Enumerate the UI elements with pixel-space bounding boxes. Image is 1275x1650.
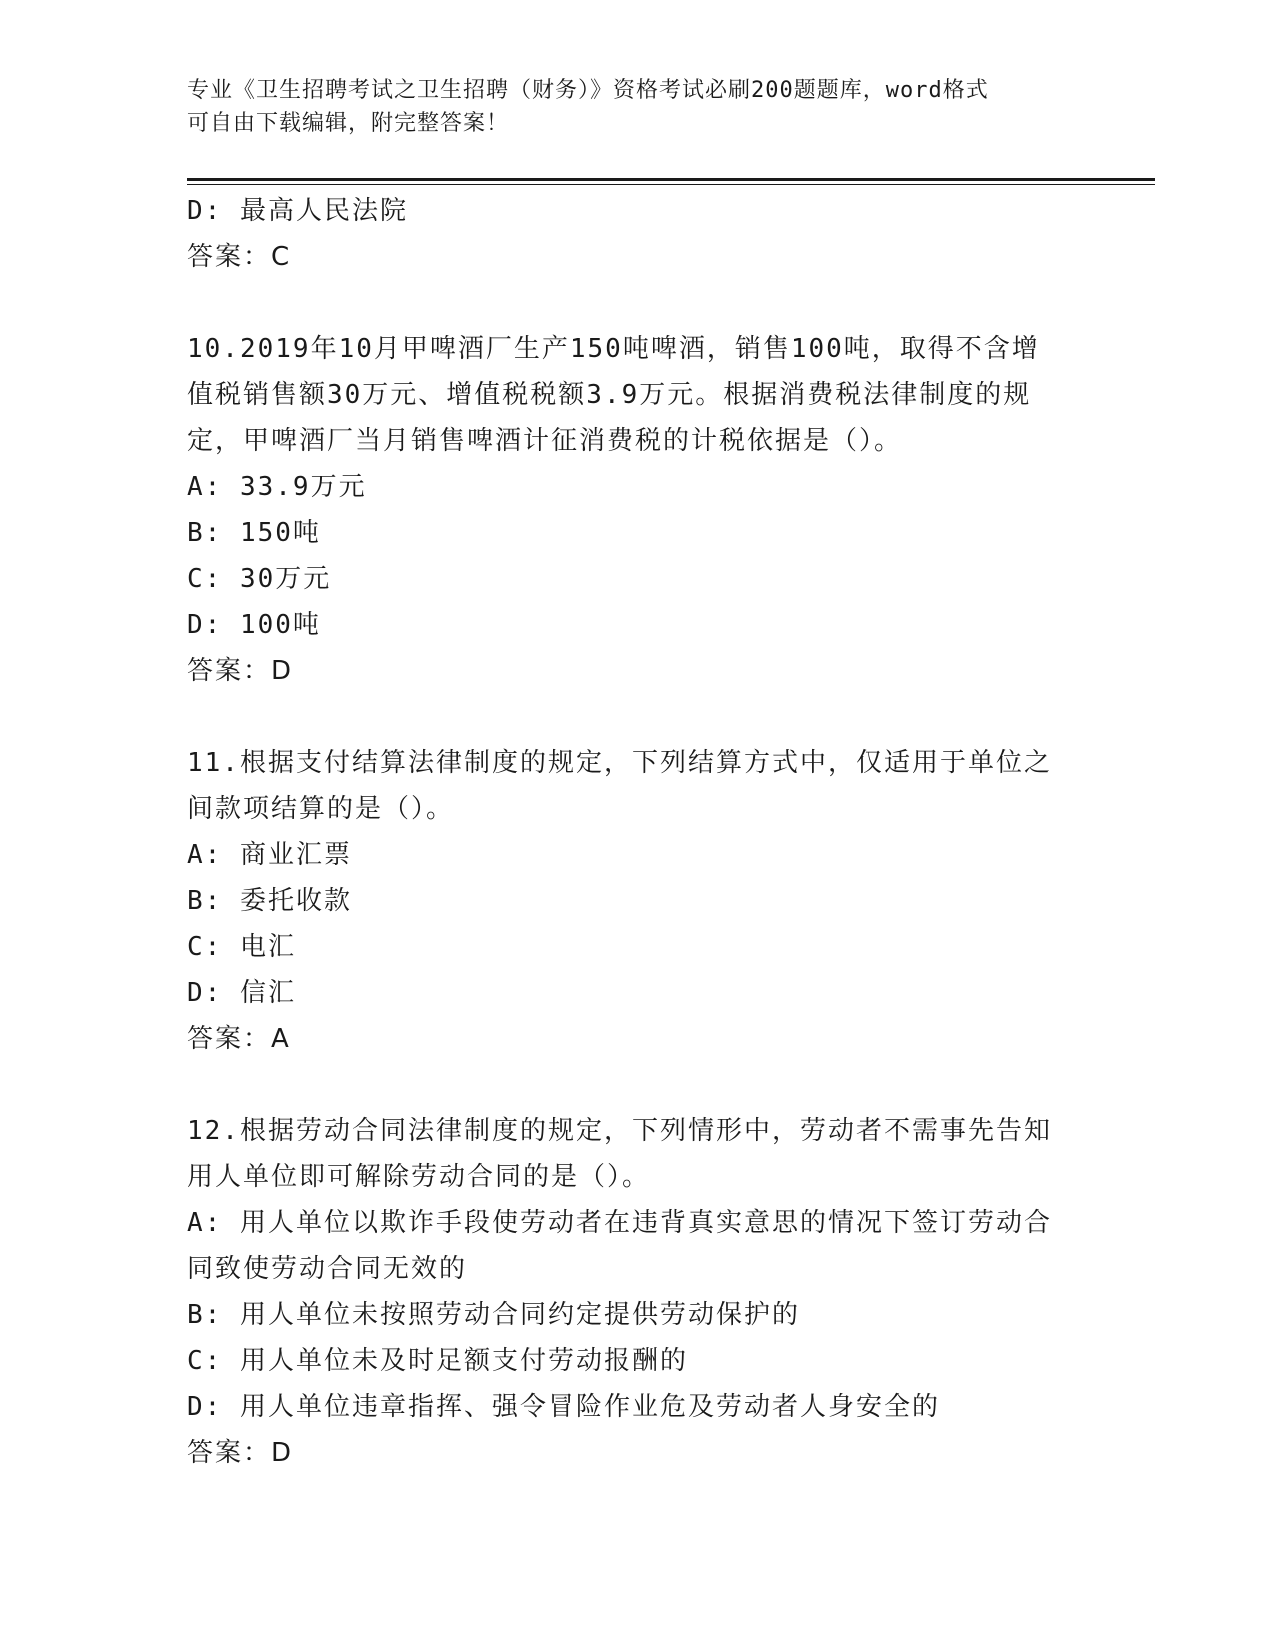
answer: 答案：D	[187, 1438, 294, 1468]
spacer	[187, 1062, 1087, 1108]
document-header	[187, 74, 1087, 140]
option-c: C: 用人单位未及时足额支付劳动报酬的	[187, 1346, 688, 1376]
option-d: D: 100吨	[187, 610, 321, 640]
header-divider-thick	[187, 178, 1155, 181]
question-stem-line: 定，甲啤酒厂当月销售啤酒计征消费税的计税依据是（）。	[187, 426, 903, 456]
question-12	[187, 1108, 1087, 1476]
option-d: D: 最高人民法院	[187, 196, 408, 226]
question-stem-line: 12.根据劳动合同法律制度的规定，下列情形中，劳动者不需事先告知	[187, 1116, 1052, 1146]
option-c: C: 电汇	[187, 932, 296, 962]
question-stem-line: 11.根据支付结算法律制度的规定，下列结算方式中，仅适用于单位之	[187, 748, 1052, 778]
question-stem-line: 10.2019年10月甲啤酒厂生产150吨啤酒，销售100吨，取得不含增	[187, 334, 1040, 364]
option-d: D: 用人单位违章指挥、强令冒险作业危及劳动者人身安全的	[187, 1392, 940, 1422]
option-a: A: 商业汇票	[187, 840, 352, 870]
question-stem-line: 用人单位即可解除劳动合同的是（）。	[187, 1162, 651, 1192]
question-stem-line: 值税销售额30万元、增值税税额3.9万元。根据消费税法律制度的规	[187, 380, 1032, 410]
option-c: C: 30万元	[187, 564, 332, 594]
header-line-1: 专业《卫生招聘考试之卫生招聘（财务）》资格考试必刷200题题库，word格式	[187, 78, 989, 103]
option-b: B: 委托收款	[187, 886, 352, 916]
answer: 答案：C	[187, 242, 292, 272]
spacer	[187, 280, 1087, 326]
option-a: A: 33.9万元	[187, 472, 367, 502]
question-11	[187, 740, 1087, 1062]
question-9-tail	[187, 188, 1087, 280]
spacer	[187, 694, 1087, 740]
answer: 答案：A	[187, 1024, 291, 1054]
option-b: B: 150吨	[187, 518, 321, 548]
option-d: D: 信汇	[187, 978, 296, 1008]
option-b: B: 用人单位未按照劳动合同约定提供劳动保护的	[187, 1300, 800, 1330]
answer: 答案：D	[187, 656, 294, 686]
question-10	[187, 326, 1087, 694]
header-divider-thin	[187, 184, 1155, 185]
option-a: A: 用人单位以欺诈手段使劳动者在违背真实意思的情况下签订劳动合	[187, 1208, 1052, 1238]
header-line-2: 可自由下载编辑，附完整答案！	[187, 111, 510, 136]
question-stem-line: 间款项结算的是（）。	[187, 794, 455, 824]
option-a-continued: 同致使劳动合同无效的	[187, 1254, 468, 1284]
question-content	[187, 188, 1087, 1476]
